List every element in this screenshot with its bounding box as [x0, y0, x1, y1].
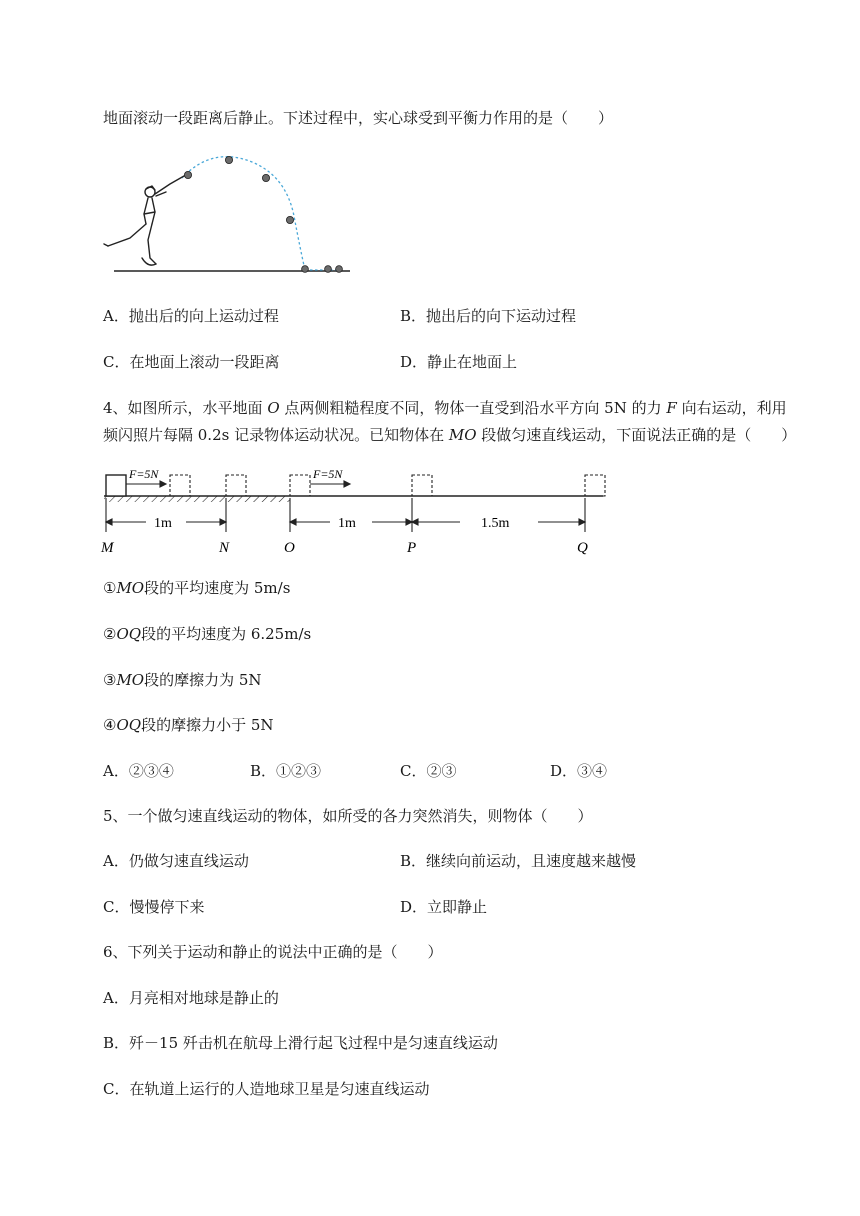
- q4-option-b: B．①②③: [250, 762, 322, 780]
- distance-mn: 1m: [154, 516, 172, 531]
- q4-statement-1: ①MO段的平均速度为 5m/s: [103, 579, 291, 597]
- q6-option-a: A．月亮相对地球是静止的: [103, 989, 279, 1007]
- q5-option-a: A．仍做匀速直线运动: [103, 852, 249, 870]
- q4-stem-line1: 4、如图所示，水平地面 O 点两侧粗糙程度不同，物体一直受到沿水平方向 5N 的力 F 向右运动，利用: [103, 399, 787, 417]
- q5-option-d: D．立即静止: [400, 898, 488, 916]
- shot-put-figure: [100, 152, 355, 280]
- point-n: N: [219, 540, 230, 556]
- friction-motion-figure: [98, 462, 618, 558]
- q4-statement-4: ④OQ段的摩擦力小于 5N: [103, 716, 274, 734]
- point-o: O: [284, 540, 295, 556]
- q3-option-a: A．抛出后的向上运动过程: [103, 307, 279, 325]
- point-p: P: [407, 540, 417, 556]
- point-q: Q: [577, 540, 588, 556]
- q6-stem: 6、下列关于运动和静止的说法中正确的是（ ）: [103, 943, 443, 961]
- force-label-right: F=5N: [313, 467, 343, 481]
- q5-option-b: B．继续向前运动，且速度越来越慢: [400, 852, 637, 870]
- q3-stem: 地面滚动一段距离后静止。下述过程中，实心球受到平衡力作用的是（ ）: [103, 109, 614, 127]
- q5-stem: 5、一个做匀速直线运动的物体，如所受的各力突然消失，则物体（ ）: [103, 807, 593, 825]
- point-m: M: [101, 540, 114, 556]
- q6-option-c: C．在轨道上运行的人造地球卫星是匀速直线运动: [103, 1080, 430, 1098]
- q4-statement-3: ③MO段的摩擦力为 5N: [103, 671, 262, 689]
- q4-statement-2: ②OQ段的平均速度为 6.25m/s: [103, 625, 312, 643]
- q4-option-d: D．③④: [550, 762, 608, 780]
- q3-option-c: C．在地面上滚动一段距离: [103, 353, 280, 371]
- q5-option-c: C．慢慢停下来: [103, 898, 205, 916]
- force-label-left: F=5N: [129, 467, 159, 481]
- distance-op: 1m: [338, 516, 356, 531]
- q4-stem-line2: 频闪照片每隔 0.2s 记录物体运动状况。已知物体在 MO 段做匀速直线运动，下面说法正确的是（ ）: [103, 426, 797, 444]
- q4-option-a: A．②③④: [103, 762, 174, 780]
- q4-option-c: C．②③: [400, 762, 457, 780]
- q3-option-b: B．抛出后的向下运动过程: [400, 307, 577, 325]
- distance-pq: 1.5m: [481, 516, 510, 531]
- q3-option-d: D．静止在地面上: [400, 353, 518, 371]
- q6-option-b: B．歼－15 歼击机在航母上滑行起飞过程中是匀速直线运动: [103, 1034, 498, 1052]
